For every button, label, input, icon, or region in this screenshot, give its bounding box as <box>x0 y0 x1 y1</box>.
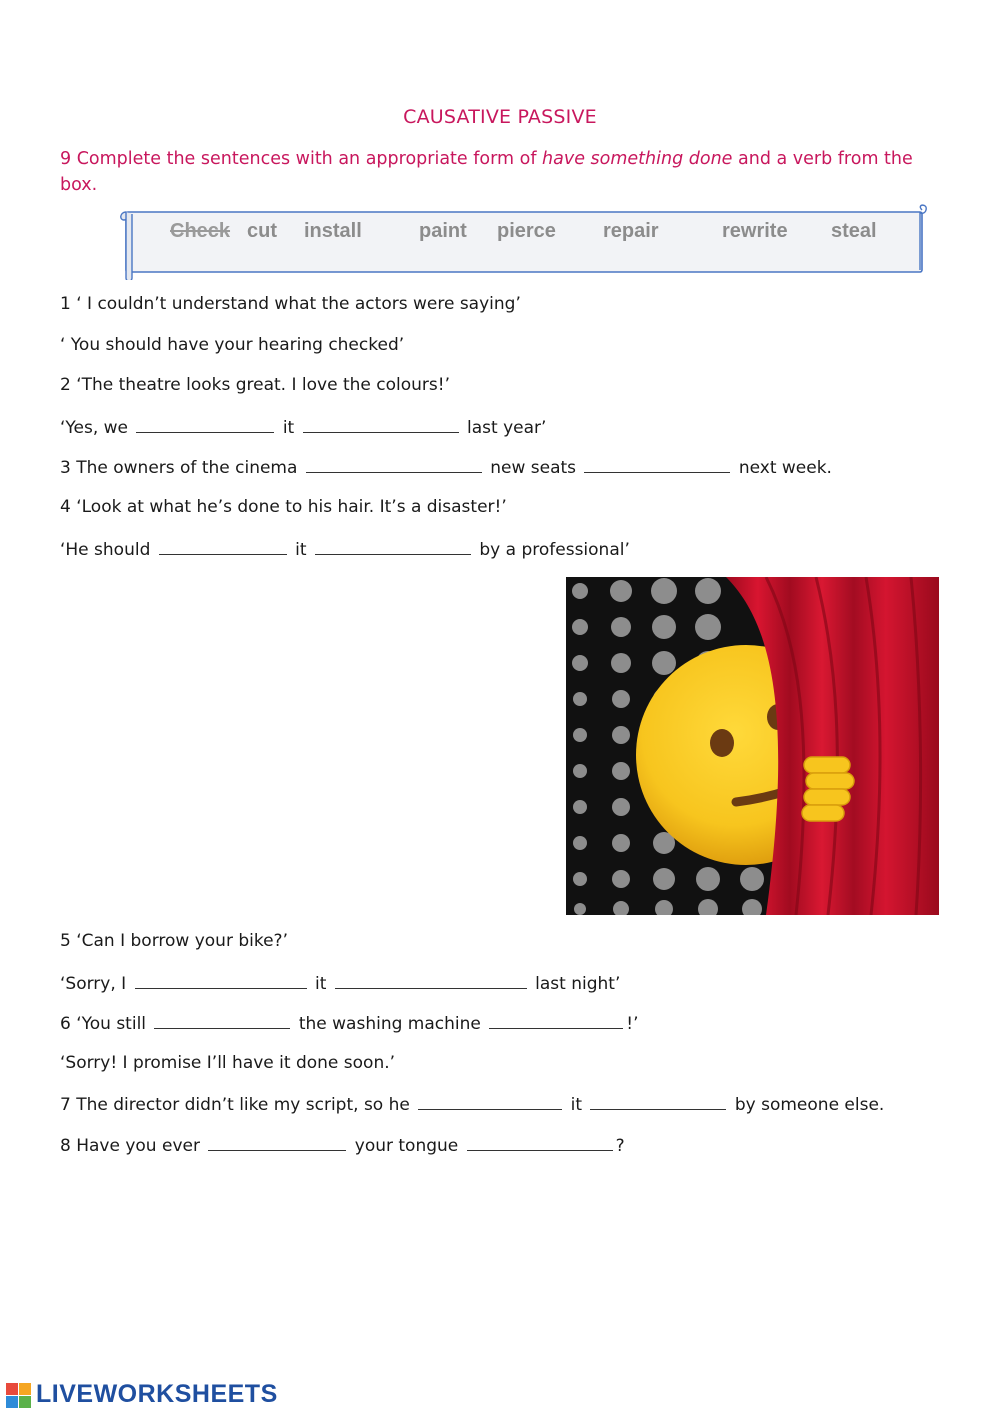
item-7: 7 The director didn’t like my script, so he it by someone else. <box>60 1095 885 1115</box>
item-8: 8 Have you ever your tongue ? <box>60 1136 625 1156</box>
word-install: install <box>304 220 362 242</box>
word-steal: steal <box>831 220 877 242</box>
smiley-peeking-curtain-icon <box>566 577 939 915</box>
answer-blank[interactable] <box>467 1134 613 1151</box>
item-2-answer: ‘Yes, we it last year’ <box>60 418 547 438</box>
answer-blank[interactable] <box>315 538 471 555</box>
word-repair: repair <box>603 220 659 242</box>
footer-brand-text: LIVEWORKSHEETS <box>36 1380 278 1408</box>
smiley-curtain-picture <box>566 577 939 915</box>
item-2-prompt: 2 ‘The theatre looks great. I love the colours!’ <box>60 375 450 395</box>
answer-blank[interactable] <box>135 972 307 989</box>
answer-blank[interactable] <box>418 1093 562 1110</box>
answer-blank[interactable] <box>303 416 459 433</box>
instruction <box>60 146 940 198</box>
item-3: 3 The owners of the cinema new seats next week. <box>60 458 832 478</box>
item-5-answer: ‘Sorry, I it last night’ <box>60 974 621 994</box>
answer-blank[interactable] <box>584 456 730 473</box>
answer-blank[interactable] <box>136 416 274 433</box>
word-paint: paint <box>419 220 467 242</box>
item-1-prompt: 1 ‘ I couldn’t understand what the actors were saying’ <box>60 294 521 314</box>
answer-blank[interactable] <box>489 1012 623 1029</box>
instruction-emphasis: have something done <box>542 149 733 169</box>
word-pierce: pierce <box>497 220 556 242</box>
item-6-answer: ‘Sorry! I promise I’ll have it done soon.’ <box>60 1053 396 1073</box>
answer-blank[interactable] <box>590 1093 726 1110</box>
word-rewrite: rewrite <box>722 220 788 242</box>
word-cut: cut <box>247 220 277 242</box>
item-5-prompt: 5 ‘Can I borrow your bike?’ <box>60 931 288 951</box>
instruction-prefix: 9 Complete the sentences with an appropriate form of <box>60 149 543 169</box>
item-4-prompt: 4 ‘Look at what he’s done to his hair. It’s a disaster!’ <box>60 497 507 517</box>
answer-blank[interactable] <box>208 1134 346 1151</box>
answer-blank[interactable] <box>159 538 287 555</box>
item-4-answer: ‘He should it by a professional’ <box>60 540 630 560</box>
answer-blank[interactable] <box>306 456 482 473</box>
liveworksheets-logo-icon <box>6 1383 32 1409</box>
answer-blank[interactable] <box>335 972 527 989</box>
item-1-answer: ‘ You should have your hearing checked’ <box>60 335 405 355</box>
worksheet-title: CAUSATIVE PASSIVE <box>403 106 597 128</box>
instruction-suffix: and a verb from the box. <box>60 149 913 195</box>
word-check: Check <box>170 220 231 242</box>
answer-blank[interactable] <box>154 1012 290 1029</box>
item-6-prompt: 6 ‘You still the washing machine !’ <box>60 1014 639 1034</box>
